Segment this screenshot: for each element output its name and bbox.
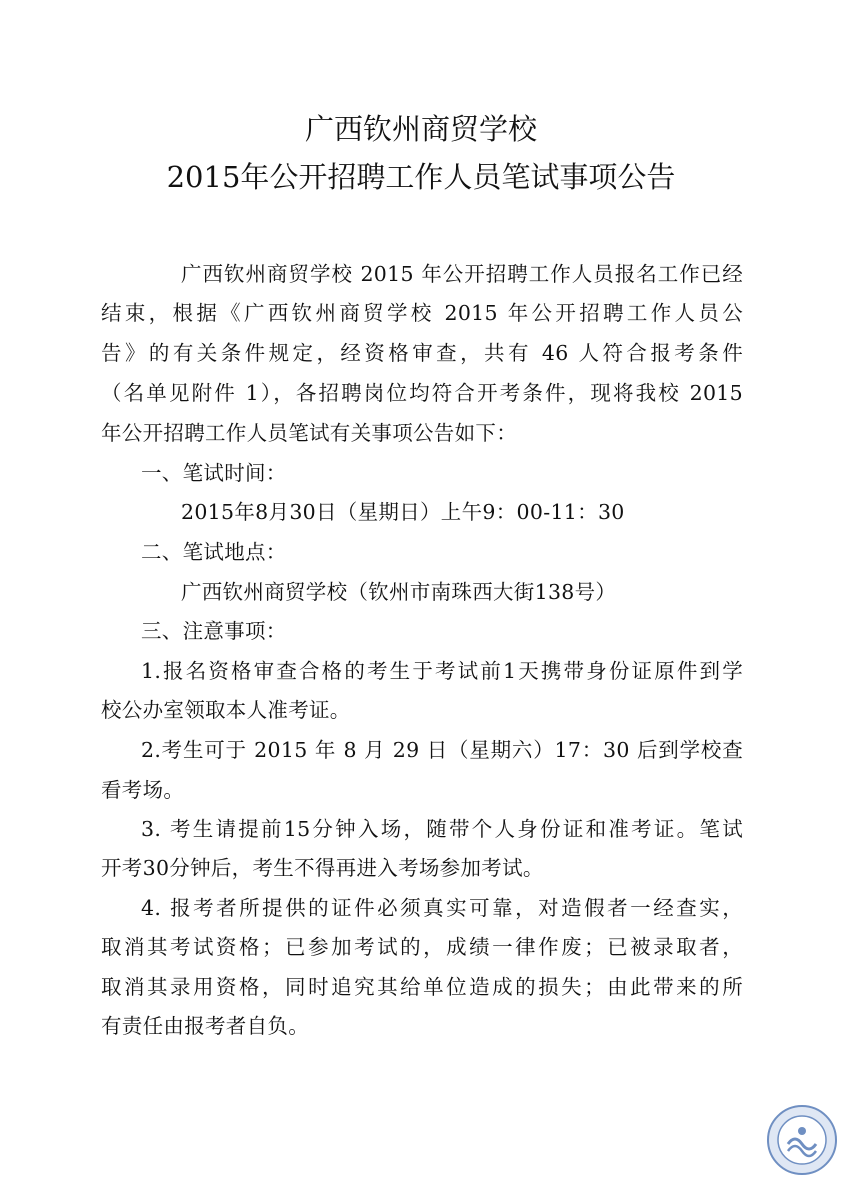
school-seal-logo	[766, 1104, 838, 1176]
intro-line: 年公开招聘工作人员笔试有关事项公告如下：	[101, 421, 517, 445]
notice-line: 4. 报考者所提供的证件必须真实可靠，对造假者一经查实，	[141, 896, 743, 920]
exam-time: 2015年8月30日（星期日）上午9：00-11：30	[181, 500, 625, 524]
notice-line: 开考30分钟后，考生不得再进入考场参加考试。	[101, 856, 544, 880]
notice-line: 2.考生可于 2015 年 8 月 29 日（星期六）17：30 后到学校查	[141, 738, 743, 762]
intro-line: 告》的有关条件规定，经资格审查，共有 46 人符合报考条件	[101, 341, 743, 365]
document-title-line2: 2015年公开招聘工作人员笔试事项公告	[166, 160, 676, 194]
intro-line: 广西钦州商贸学校 2015 年公开招聘工作人员报名工作已经	[181, 262, 743, 286]
section-heading: 三、注意事项：	[141, 619, 287, 643]
seal-dot	[798, 1127, 806, 1135]
notice-line: 1.报名资格审查合格的考生于考试前1天携带身份证原件到学	[141, 659, 743, 683]
notice-line: 取消其考试资格；已参加考试的，成绩一律作废；已被录取者，	[101, 935, 743, 959]
section-heading: 二、笔试地点：	[141, 540, 287, 564]
notice-line: 看考场。	[101, 778, 185, 802]
notice-line: 取消其录用资格，同时追究其给单位造成的损失；由此带来的所	[101, 975, 743, 999]
intro-line: （名单见附件 1），各招聘岗位均符合开考条件，现将我校 2015	[101, 381, 743, 405]
notice-line: 3. 考生请提前15分钟入场，随带个人身份证和准考证。笔试	[141, 817, 743, 841]
document-title-line1: 广西钦州商贸学校	[304, 112, 537, 146]
notice-line: 有责任由报考者自负。	[101, 1014, 309, 1038]
notice-line: 校公办室领取本人准考证。	[101, 698, 351, 722]
section-heading: 一、笔试时间：	[141, 461, 287, 485]
exam-location: 广西钦州商贸学校（钦州市南珠西大街138号）	[181, 580, 617, 604]
seal-inner-ring	[778, 1116, 826, 1164]
intro-line: 结束，根据《广西钦州商贸学校 2015 年公开招聘工作人员公	[101, 301, 743, 325]
